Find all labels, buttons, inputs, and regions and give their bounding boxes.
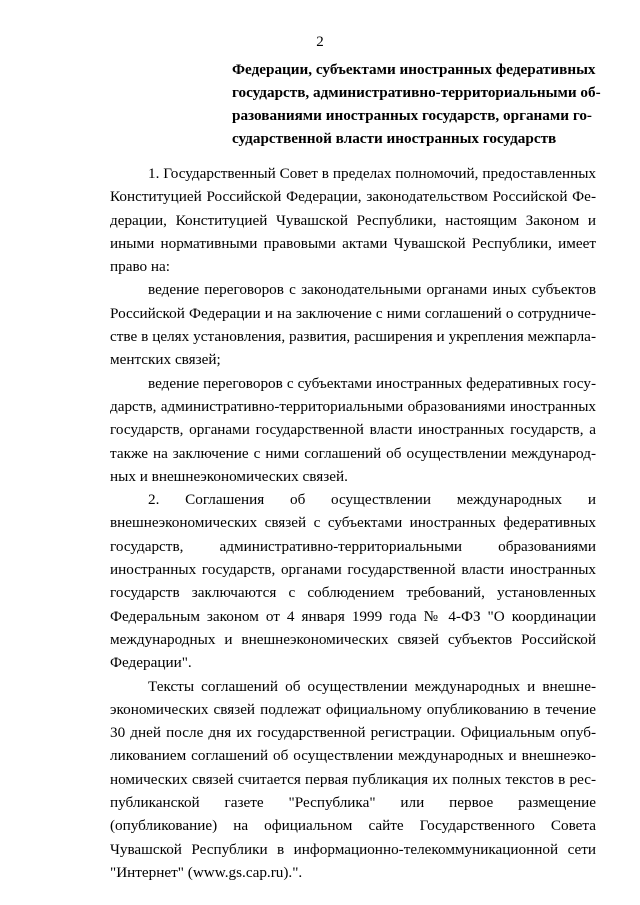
- paragraph-negotiations-foreign-states: ведение переговоров с субъектами иностранных федеративных государств, административно-территориальными образованиями иностранных государств, органами государственной власти иностранных государств, а также на заключение с ними соглашений об осуществлении международных и внешнеэкономических связей.: [110, 374, 596, 485]
- document-body: [110, 162, 596, 884]
- paragraph-part-1-intro: 1. Государственный Совет в пределах полномочий, предоставленных Конституцией Российской Федерации, законодательством Российской Федерации, Конституцией Чувашской Республики, настоящим Законом и иными нормативными правовыми актами Чувашской Республики, имеет право на:: [110, 165, 596, 276]
- paragraph-negotiations-subjects-rf: ведение переговоров с законодательными органами иных субъектов Российской Федерации и на заключение с ними соглашений о сотрудничестве в целях установления, развития, расширения и укрепления межпарламентских связей;: [110, 281, 596, 369]
- paragraph-part-2-agreements: 2. Соглашения об осуществлении международных и внешнеэкономических связей с субъектами иностранных федеративных государств, административно-территориальными образованиями иностранных государств, органами государственной власти иностранных государств заключаются с соблюдением требований, установленных Федеральным законом от 4 января 1999 года № 4-ФЗ "О координации международных и внешнеэкономических связей субъектов Российской Федерации".: [110, 491, 596, 672]
- heading-line: Федерации, субъектами иностранных федеративных: [232, 61, 596, 78]
- heading-line: сударственной власти иностранных государств: [232, 130, 557, 147]
- paragraph-publication: Тексты соглашений об осуществлении международных и внешнеэкономических связей подлежат официальному опубликованию в течение 30 дней после дня их государственной регистрации. Официальным опубликованием соглашений об осуществлении международных и внешнеэкономических связей считается первая публикация их полных текстов в республиканской газете "Республика" или первое размещение (опубликование) на официальном сайте Государственного Совета Чувашской Республики в информационно-телекоммуникационной сети "Интернет" (www.gs.cap.ru).".: [110, 677, 596, 881]
- heading-line: государств, административно-территориальными об-: [232, 84, 601, 101]
- page-number: 2: [316, 34, 324, 50]
- heading-line: разованиями иностранных государств, органами го-: [232, 107, 592, 124]
- article-heading: [232, 58, 601, 150]
